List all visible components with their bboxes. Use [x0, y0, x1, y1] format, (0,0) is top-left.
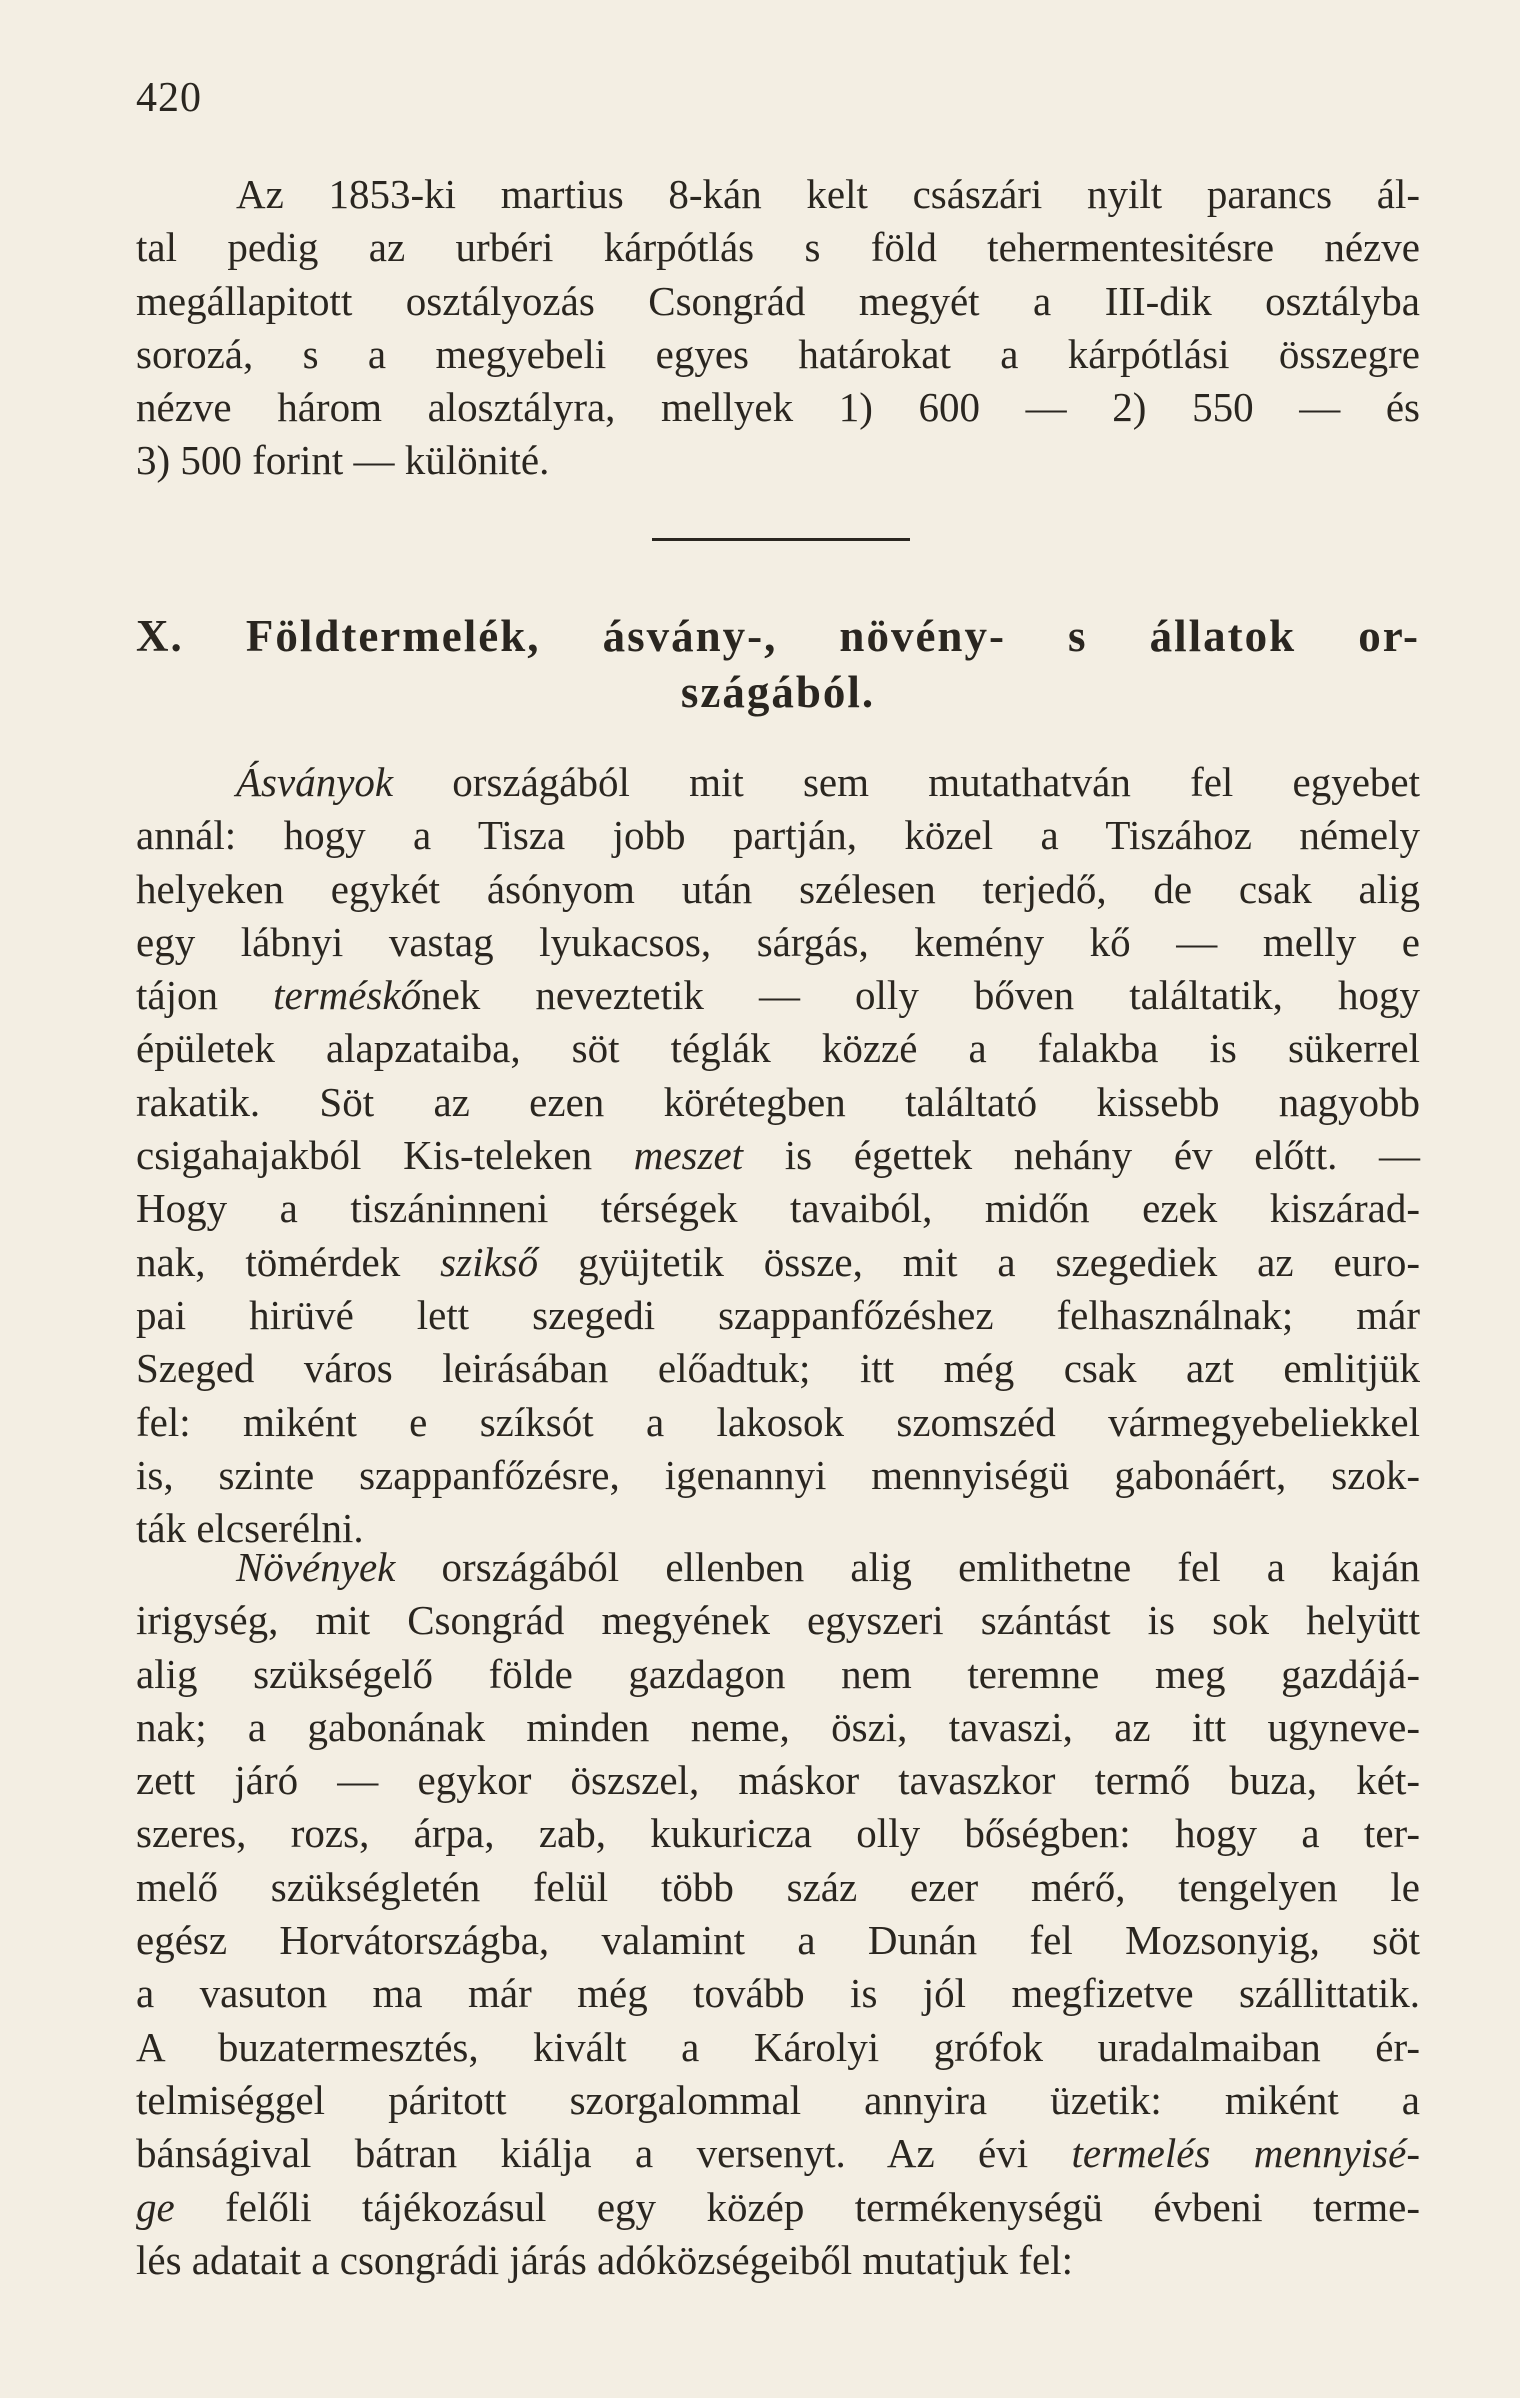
italic-term: terméskő — [273, 972, 422, 1019]
italic-term: Növények — [236, 1544, 396, 1590]
text-run: is égettek nehány év előtt. — — [743, 1132, 1421, 1179]
text-run: tájon — [136, 972, 274, 1019]
text-line: tal pedig az urbéri kárpótlás s föld tehermentesitésre nézve — [136, 224, 1420, 271]
italic-term: ge — [136, 2183, 175, 2230]
heading-line: X. Földtermelék, ásvány-, növény- s állatok or- — [136, 611, 1420, 661]
text-line: szeres, rozs, árpa, zab, kukuricza olly bőségben: hogy a ter- — [136, 1810, 1420, 1857]
paragraph-1 — [136, 168, 1420, 488]
text-line: épületek alapzataiba, söt téglák közzé a falakba is sükerrel — [136, 1025, 1420, 1072]
paragraph-2 — [136, 756, 1420, 1555]
text-run: nek neveztetik — olly bőven találtatik, hogy — [421, 972, 1420, 1019]
italic-term: Ásványok — [236, 759, 394, 805]
text-line: nak; a gabonának minden neme, öszi, tavaszi, az itt ugyneve- — [136, 1703, 1420, 1750]
text-line — [136, 1129, 1420, 1182]
text-line: pai hirüvé lett szegedi szappanfőzéshez felhasználnak; már — [136, 1291, 1420, 1338]
text-line: fel: miként e szíksót a lakosok szomszéd vármegyebeliekkel — [136, 1398, 1420, 1445]
text-run: gyüjtetik össze, mit a szegediek az euro- — [538, 1238, 1420, 1285]
italic-term: meszet — [633, 1132, 744, 1179]
text-line — [136, 756, 1420, 809]
text-line: melő szükségletén felül több száz ezer mérő, tengelyen le — [136, 1863, 1420, 1910]
text-line: zett járó — egykor öszszel, máskor tavaszkor termő buza, két- — [136, 1757, 1420, 1804]
text-line: sorozá, s a megyebeli egyes határokat a kárpótlási összegre — [136, 330, 1420, 377]
text-run: felőli tájékozásul egy közép termékenységü évbeni terme- — [174, 2183, 1420, 2230]
text-line: helyeken egykét ásónyom után szélesen terjedő, de csak alig — [136, 865, 1420, 912]
text-line — [136, 2181, 1420, 2234]
section-heading — [136, 608, 1420, 720]
text-run: csigahajakból Kis-teleken — [136, 1132, 634, 1179]
text-line: alig szükségelő földe gazdagon nem teremne meg gazdájá- — [136, 1650, 1420, 1697]
text-line: 3) 500 forint — különité. — [136, 437, 550, 484]
italic-term: szikső — [440, 1238, 539, 1285]
text-line: a vasuton ma már még tovább is jól megfizetve szállittatik. — [136, 1970, 1420, 2017]
text-line — [136, 1541, 1420, 1594]
text-line — [136, 1236, 1420, 1289]
text-run: országából ellenben alig emlithetne fel a kaján — [395, 1544, 1420, 1590]
text-line: Az 1853-ki martius 8-kán kelt császári nyilt parancs ál- — [236, 171, 1420, 217]
text-line: ták elcserélni. — [136, 1505, 364, 1552]
text-line: egy lábnyi vastag lyukacsos, sárgás, kemény kő — melly e — [136, 918, 1420, 965]
text-line: annál: hogy a Tisza jobb partján, közel a Tiszához némely — [136, 812, 1420, 859]
text-line: egész Horvátországba, valamint a Dunán fel Mozsonyig, söt — [136, 1917, 1420, 1964]
text-line: lés adatait a csongrádi járás adóközségeiből mutatjuk fel: — [136, 2236, 1073, 2283]
heading-line: szágából. — [680, 667, 876, 717]
text-run: bánságival bátran kiálja a versenyt. Az évi — [136, 2130, 1072, 2177]
text-line: A buzatermesztés, kivált a Károlyi grófok uradalmaiban ér- — [136, 2023, 1420, 2070]
text-line: nézve három alosztályra, mellyek 1) 600 — 2) 550 — és — [136, 384, 1420, 431]
text-line: irigység, mit Csongrád megyének egyszeri szántást is sok helyütt — [136, 1597, 1420, 1644]
text-line: rakatik. Söt az ezen körétegben találtató kissebb nagyobb — [136, 1078, 1420, 1125]
text-run: nak, tömérdek — [136, 1238, 441, 1285]
page-number: 420 — [136, 75, 202, 121]
text-line: megállapitott osztályozás Csongrád megyét a III-dik osztályba — [136, 277, 1420, 324]
text-line: is, szinte szappanfőzésre, igenannyi mennyiségü gabonáért, szok- — [136, 1451, 1420, 1498]
text-line: Szeged város leirásában előadtuk; itt még csak azt emlitjük — [136, 1345, 1420, 1392]
text-line: Hogy a tiszáninneni térségek tavaiból, midőn ezek kiszárad- — [136, 1185, 1420, 1232]
paragraph-3 — [136, 1541, 1420, 2287]
section-divider — [652, 538, 910, 541]
text-line — [136, 2127, 1420, 2180]
text-line — [136, 969, 1420, 1022]
text-run: országából mit sem mutathatván fel egyebet — [393, 759, 1420, 805]
text-line: telmiséggel páritott szorgalommal annyira üzetik: miként a — [136, 2076, 1420, 2123]
italic-term: termelés mennyisé- — [1071, 2130, 1420, 2177]
